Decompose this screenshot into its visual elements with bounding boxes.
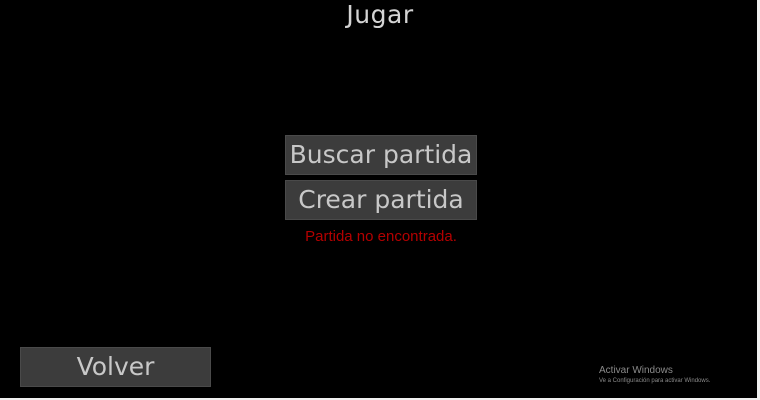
watermark-subtitle: Ve a Configuración para activar Windows. [599,378,711,384]
watermark-title: Activar Windows [599,365,673,376]
search-match-button[interactable]: Buscar partida [285,135,477,175]
create-match-button[interactable]: Crear partida [285,180,477,220]
windows-activation-watermark [599,365,710,386]
screen-title: Jugar [346,0,414,29]
match-not-found-message: Partida no encontrada. [305,228,457,245]
back-button[interactable]: Volver [20,347,211,387]
